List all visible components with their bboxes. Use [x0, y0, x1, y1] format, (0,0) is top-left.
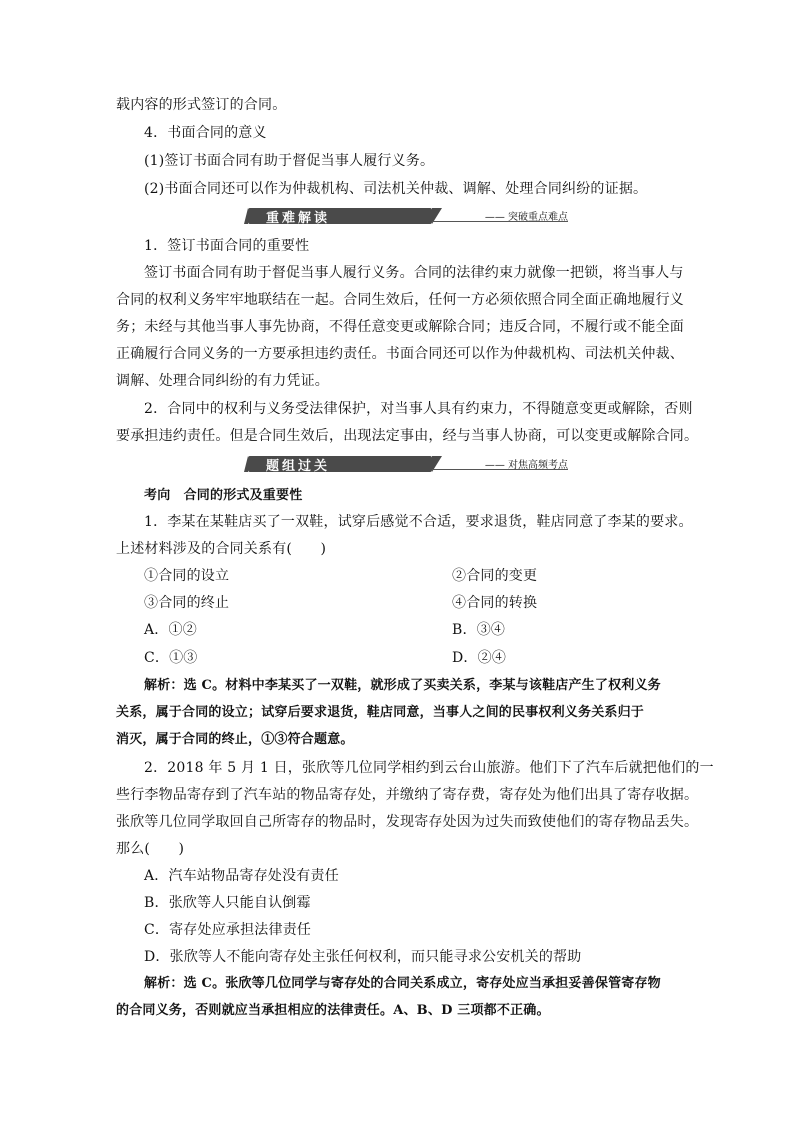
q1-item: ①合同的设立 [144, 568, 230, 584]
q2-analysis: 解析：选 C。张欣等几位同学与寄存处的合同关系成立，寄存处应当承担妥善保管寄存物 [144, 976, 661, 991]
q1-option-c: C．①③ [144, 650, 198, 666]
q2-stem: 那么( ) [116, 841, 185, 857]
q1-analysis: 关系，属于合同的设立；试穿后要求退货，鞋店同意，当事人之间的民事权利义务关系归于 [116, 705, 645, 720]
q1-option-b: B．③④ [452, 622, 506, 638]
section-title: 重难解读 [266, 211, 331, 226]
text-line: 2．合同中的权利与义务受法律保护，对当事人具有约束力，不得随意变更或解除，否则 [144, 401, 693, 417]
section-title: 题组过关 [266, 459, 331, 474]
point-1-title: 1．签订书面合同的重要性 [144, 238, 310, 254]
text-line: 要承担违约责任。但是合同生效后，出现法定事由，经与当事人协商，可以变更或解除合同。 [116, 428, 699, 444]
q2-option-d: D．张欣等人不能向寄存处主张任何权利，而只能寻求公安机关的帮助 [144, 949, 582, 965]
heading-contract-meaning: 4．书面合同的意义 [144, 125, 267, 141]
q1-option-a: A．①② [144, 622, 197, 638]
section-banner-exercises [248, 453, 568, 473]
section-subtitle: —— 对焦高频考点 [484, 460, 568, 471]
q1-analysis: 解析：选 C。材料中李某买了一双鞋，就形成了买卖关系，李某与该鞋店产生了权利义务 [144, 678, 661, 693]
text-line: (2)书面合同还可以作为仲裁机构、司法机关仲裁、调解、处理合同纠纷的证据。 [144, 181, 648, 197]
q1-analysis: 消灭，属于合同的终止，①③符合题意。 [116, 732, 354, 747]
text-line: 载内容的形式签订的合同。 [116, 97, 287, 113]
q2-analysis: 的合同义务，否则就应当承担相应的法律责任。A、B、D 三项都不正确。 [116, 1003, 550, 1018]
section-subtitle: —— 突破重点难点 [484, 212, 568, 223]
q1-item: ②合同的变更 [452, 568, 538, 584]
text-line: 务；未经与其他当事人事先协商，不得任意变更或解除合同；违反合同，不履行或不能全面 [116, 319, 684, 335]
text-line: (1)签订书面合同有助于督促当事人履行义务。 [144, 153, 435, 169]
q1-item: ④合同的转换 [452, 595, 538, 611]
q1-item: ③合同的终止 [144, 595, 230, 611]
text-line: 签订书面合同有助于督促当事人履行义务。合同的法律约束力就像一把锁，将当事人与 [144, 265, 684, 281]
q1-option-d: D．②④ [452, 650, 507, 666]
q2-stem: 些行李物品寄存到了汽车站的物品寄存处，并缴纳了寄存费，寄存处为他们出具了寄存收据。 [116, 787, 699, 803]
q2-option-b: B．张欣等人只能自认倒霉 [144, 895, 311, 911]
text-line: 合同的权利义务牢牢地联结在一起。合同生效后，任何一方必须依照合同全面正确地履行义 [116, 292, 684, 308]
topic-heading: 考向 合同的形式及重要性 [144, 488, 303, 503]
text-line: 正确履行合同义务的一方要承担违约责任。书面合同还可以作为仲裁机构、司法机关仲裁、 [116, 346, 684, 362]
q1-stem: 1．李某在某鞋店买了一双鞋，试穿后感觉不合适，要求退货，鞋店同意了李某的要求。 [144, 514, 693, 530]
text-line: 调解、处理合同纠纷的有力凭证。 [116, 373, 329, 389]
section-banner-key-points [248, 205, 568, 225]
q2-option-c: C．寄存处应承担法律责任 [144, 922, 312, 938]
q2-stem: 2．2018 年 5 月 1 日，张欣等几位同学相约到云台山旅游。他们下了汽车后就把他们的一 [144, 760, 714, 776]
q2-stem: 张欣等几位同学取回自己所寄存的物品时，发现寄存处因为过失而致使他们的寄存物品丢失。 [116, 814, 699, 830]
q2-option-a: A．汽车站物品寄存处没有责任 [144, 868, 339, 884]
q1-stem: 上述材料涉及的合同关系有( ) [116, 541, 327, 557]
